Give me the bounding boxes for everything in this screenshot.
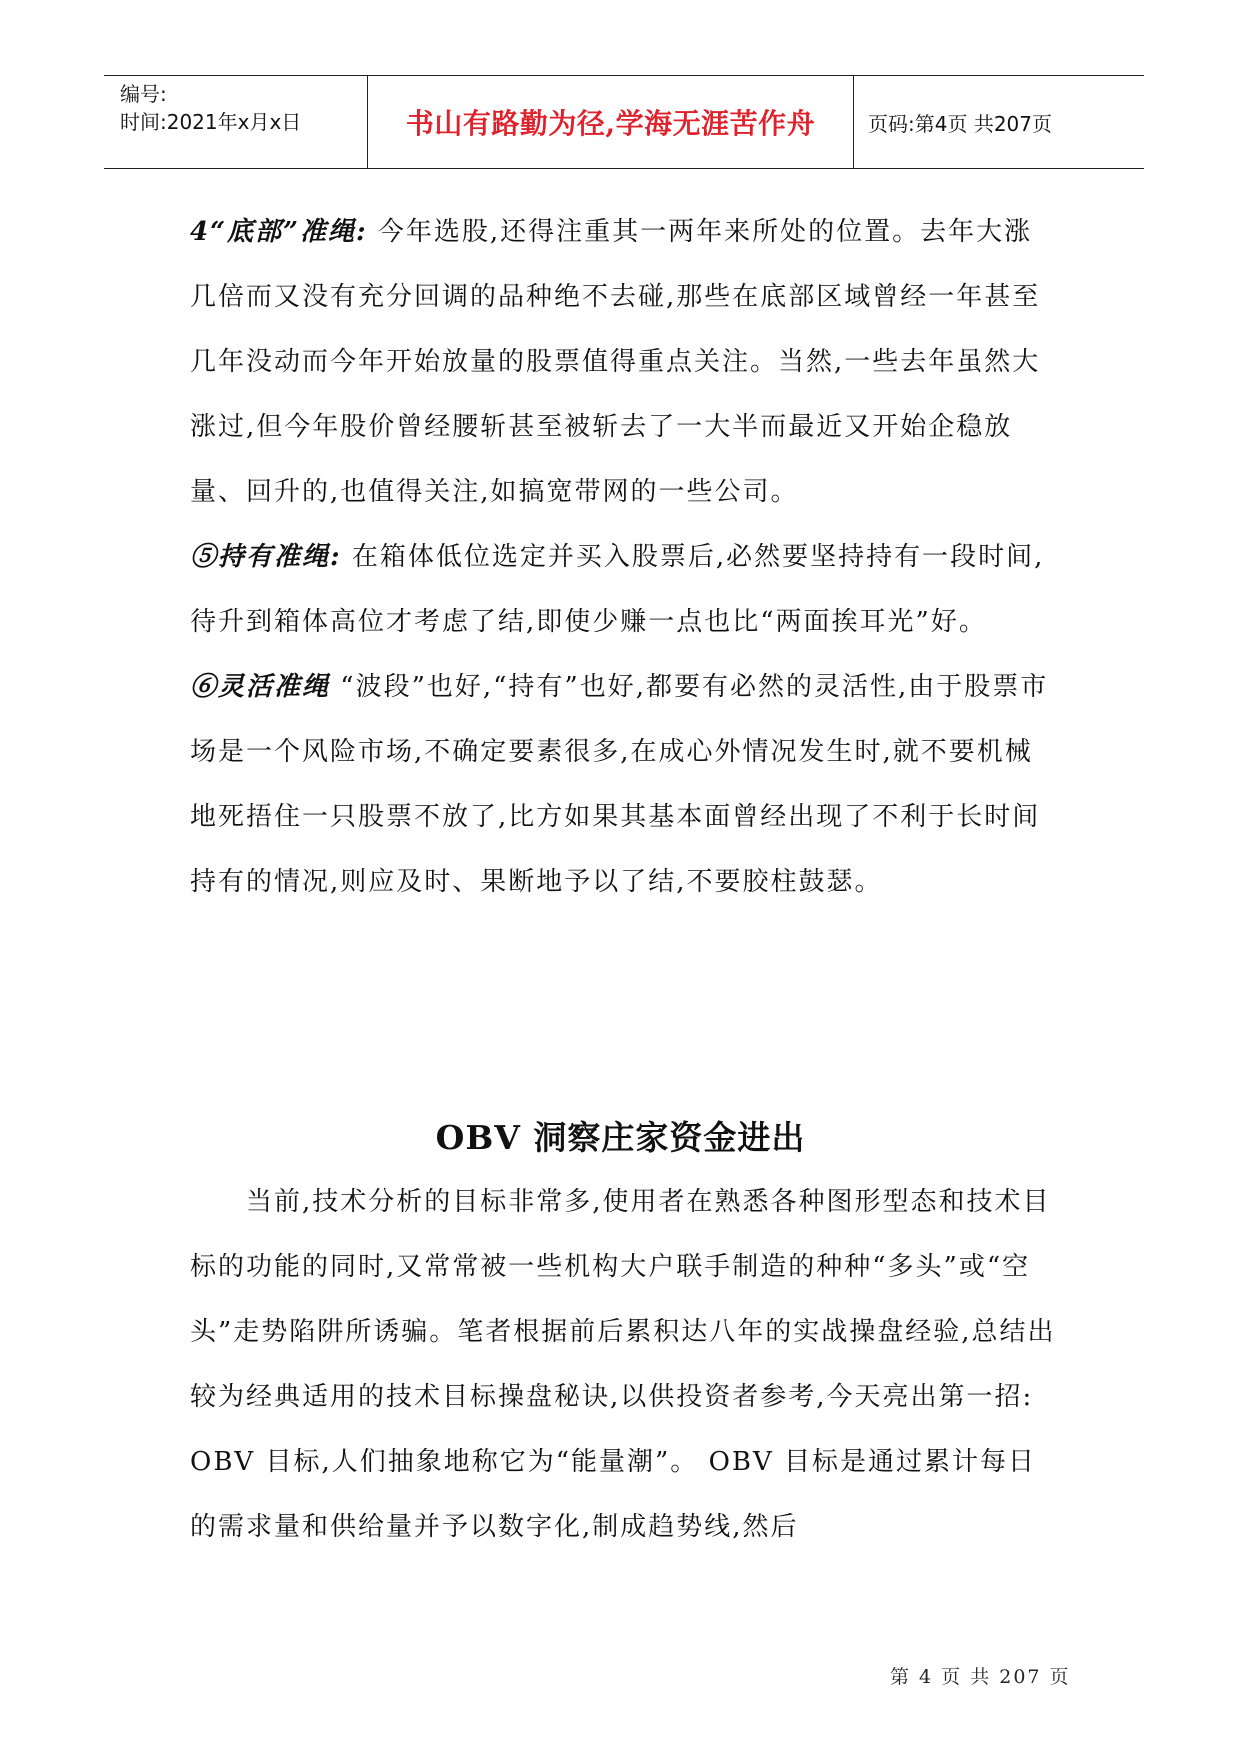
- bottom-rule-text: 今年选股,还得注重其一两年来所处的位置。去年大涨几倍而又没有充分回调的品种绝不去碰,那些在底部区域曾经一年甚至几年没动而今年开始放量的股票值得重点关注。当然,一些去年虽然大涨过,但今年股价曾经腰斩甚至被斩去了一大半而最近又开始企稳放量、回升的,也值得关注,如搞宽带网的一些公司。: [190, 217, 1041, 507]
- paragraph-holding-rule: [190, 525, 1060, 655]
- page-footer: 第 4 页 共 207 页: [890, 1666, 1071, 1688]
- time-label: 时间:2021年x月x日: [120, 110, 302, 134]
- section-content: [190, 1170, 1060, 1560]
- paragraph-flexible-rule: [190, 655, 1060, 915]
- number-label: 编号:: [120, 82, 167, 106]
- header-meta: [104, 76, 368, 168]
- body-content: [190, 200, 1060, 915]
- bottom-rule-label: 4“底部”准绳:: [190, 217, 368, 247]
- document-header: [104, 75, 1144, 169]
- header-motto: 书山有路勤为径,学海无涯苦作舟: [368, 76, 854, 168]
- flexible-rule-text: “波段”也好,“持有”也好,都要有必然的灵活性,由于股票市场是一个风险市场,不确定要素很多,在成心外情况发生时,就不要机械地死捂住一只股票不放了,比方如果其基本面曾经出现了不利于长时间持有的情况,则应及时、果断地予以了结,不要胶柱鼓瑟。: [190, 672, 1049, 897]
- paragraph-bottom-rule: [190, 200, 1060, 525]
- flexible-rule-label: ⑥灵活准绳: [190, 672, 331, 702]
- holding-rule-text: 在箱体低位选定并买入股票后,必然要坚持持有一段时间,待升到箱体高位才考虑了结,即使少赚一点也比“两面挨耳光”好。: [190, 542, 1045, 637]
- section-title: OBV 洞察庄家资金进出: [435, 1118, 806, 1157]
- header-page-info: 页码:第4页 共207页: [868, 111, 1052, 136]
- section-intro-paragraph: 当前,技术分析的目标非常多,使用者在熟悉各种图形型态和技术目标的功能的同时,又常常被一些机构大户联手制造的种种“多头”或“空头”走势陷阱所诱骗。笔者根据前后累积达八年的实战操盘经验,总结出较为经典适用的技术目标操盘秘诀,以供投资者参考,今天亮出第一招: OBV 目标,人们抽象地称它为“能量潮”。 OBV 目标是通过累计每日的需求量和供给量并予以数字化,制成趋势线,然后: [190, 1187, 1056, 1542]
- holding-rule-label: ⑤持有准绳:: [190, 542, 342, 572]
